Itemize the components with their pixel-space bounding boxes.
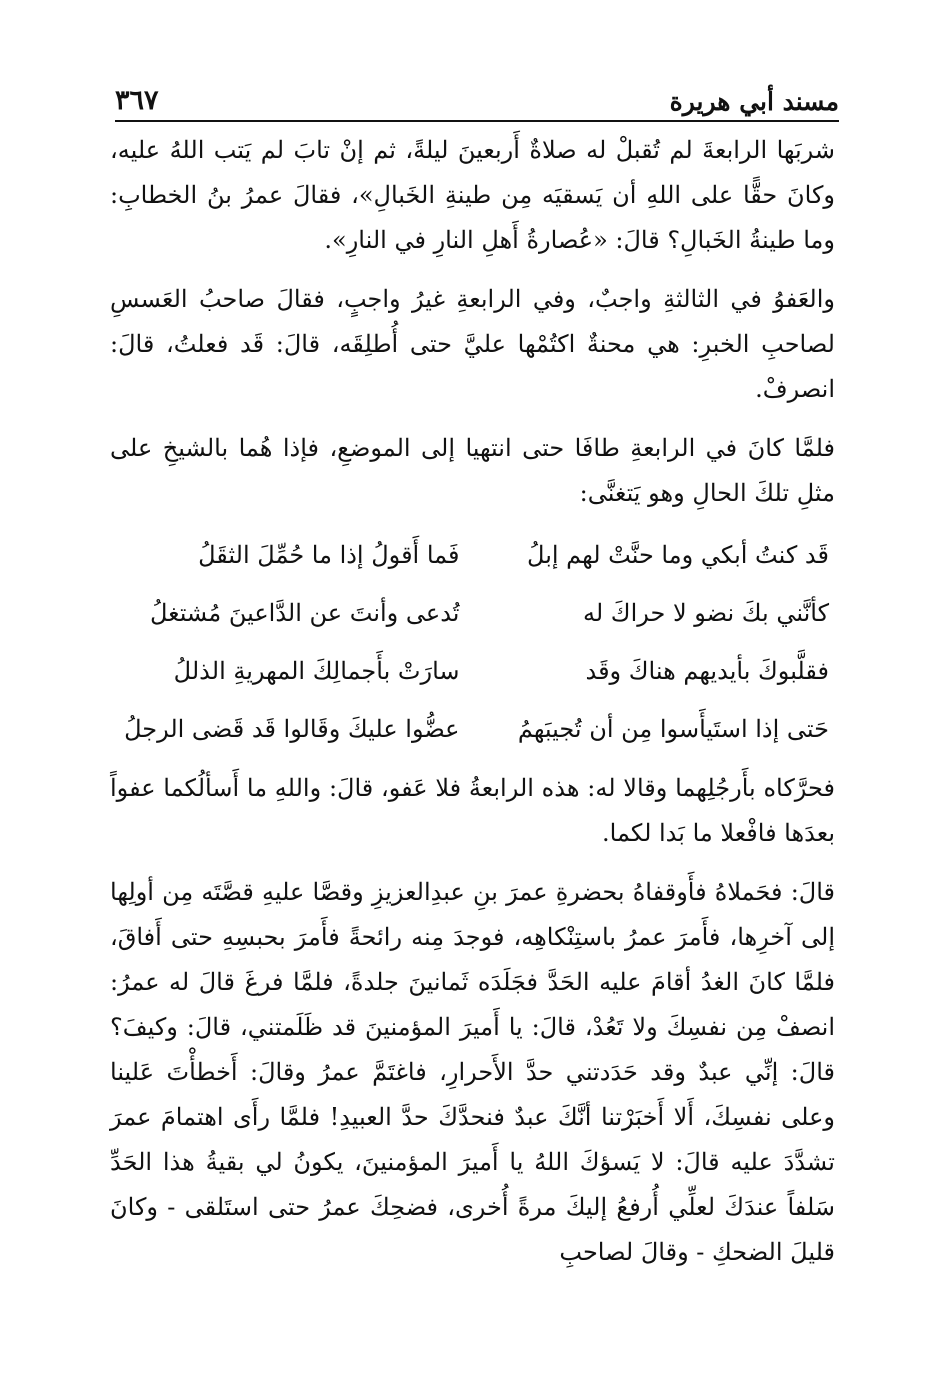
verse-second-hemistich: عضُّوا عليكَ وقَالوا قَد قَضى الرجلُ bbox=[124, 715, 460, 743]
verse-second-hemistich: فَما أَقولُ إذا ما حُمِّلَ الثقَلُ bbox=[198, 541, 460, 569]
verse-first-hemistich: قَد كنتُ أبكي وما حنَّتْ لهم إبلُ bbox=[527, 541, 829, 569]
paragraph-2: والعَفوُ في الثالثةِ واجبٌ، وفي الرابعةِ غيرُ واجبٍ، فقالَ صاحبُ العَسسِ لصاحبِ الخبرِ: هي محنةٌ اكتُمْها عليَّ حتى أُطلِقَه، قالَ: قَد فعلتُ، قالَ: انصرفْ. bbox=[110, 285, 835, 403]
verse-first-hemistich: فقلَّبوكَ بأيديهم هناكَ وقَد bbox=[585, 657, 829, 685]
verse-second-hemistich: تُدعى وأنتَ عن الدَّاعينَ مُشتغلُ bbox=[149, 599, 460, 627]
verse-2 bbox=[110, 584, 835, 642]
verse-4 bbox=[110, 700, 835, 758]
running-title: مسند أبي هريرة bbox=[669, 87, 839, 116]
page-number: ٣٦٧ bbox=[115, 85, 159, 116]
poem bbox=[110, 526, 835, 758]
paragraph-4: فحرَّكاه بأَرجُلِهما وقالا له: هذه الرابعةُ فلا عَفو، قالَ: واللهِ ما أَسألُكما عفواً بعدَها فافْعلا ما بَدا لكما. bbox=[110, 774, 835, 847]
paragraph-1: شربَها الرابعةَ لم تُقبلْ له صلاةٌ أَربعينَ ليلةً، ثم إنْ تابَ لم يَتب اللهُ عليه، وكانَ حقًّا على اللهِ أن يَسقيَه مِن طينةِ الخَبالِ»، فقالَ عمرُ بنُ الخطابِ: وما طينةُ الخَبالِ؟ قالَ: «عُصارةُ أَهلِ النارِ في النارِ». bbox=[110, 136, 835, 254]
page-body bbox=[110, 128, 835, 1275]
verse-first-hemistich: كأنَّني بكَ نضو لا حراكَ له bbox=[583, 599, 829, 627]
verse-first-hemistich: حَتى إذا استَيأَسوا مِن أن تُجيبَهمُ bbox=[517, 715, 829, 743]
paragraph-5: قالَ: فحَملاهُ فأَوقفاهُ بحضرةِ عمرَ بنِ عبدِالعزيزِ وقصَّا عليهِ قصَّتَه مِن أولِها إلى آخرِها، فأَمرَ عمرُ باستِنْكاهِه، فوجدَ مِنه رائحةً فأَمرَ بحبسِهِ حتى أَفاقَ، فلمَّا كانَ الغدُ أقامَ عليه الحَدَّ فجَلَدَه ثَمانينَ جلدةً، فلمَّا فرغَ قالَ له عمرُ: انصفْ مِن نفسِكَ ولا تَعُدْ، قالَ: يا أَميرَ المؤمنينَ قد ظَلَمتني، قالَ: وكيفَ؟ قالَ: إنِّي عبدٌ وقد حَدَدتني حدَّ الأَحرارِ، فاغتَمَّ عمرُ وقالَ: أَخطأْتَ عَلينا وعلى نفسِكَ، أَلا أَخبَرْتنا أنَّكَ عبدٌ فنحدَّكَ حدَّ العبيدِ! فلمَّا رأَى اهتمامَ عمرَ تشدَّدَ عليه قالَ: لا يَسؤكَ اللهُ يا أَميرَ المؤمنينَ، يكونُ لي بقيةُ هذا الحَدِّ سَلفاً عندَكَ لعلِّي أُرفعُ إليكَ مرةً أُخرى، فضحِكَ عمرُ حتى استَلقى - وكانَ قليلَ الضحكِ - وقالَ لصاحبِ bbox=[110, 878, 835, 1266]
verse-second-hemistich: سارَتْ بأَجمالِكَ المهريةِ الذللُ bbox=[173, 657, 460, 685]
running-header bbox=[115, 72, 839, 122]
verse-1 bbox=[110, 526, 835, 584]
verse-3 bbox=[110, 642, 835, 700]
paragraph-3: فلمَّا كانَ في الرابعةِ طافَا حتى انتهيا إلى الموضعِ، فإذا هُما بالشيخِ على مثلِ تلكَ الحالِ وهو يَتغنَّى: bbox=[110, 434, 835, 507]
